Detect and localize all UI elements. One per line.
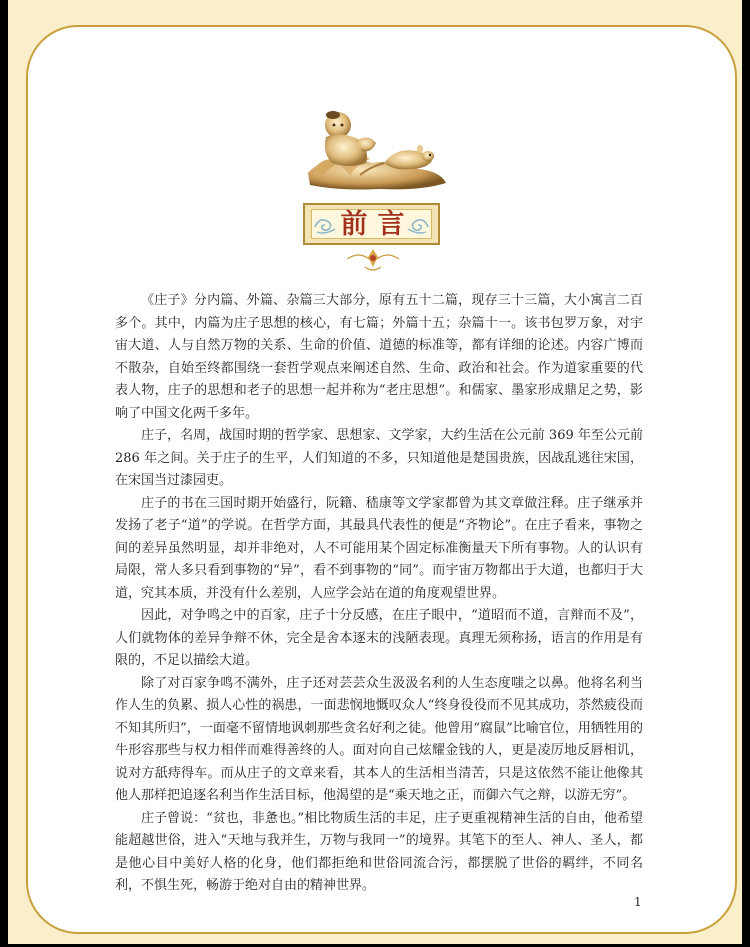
page-number: 1 <box>634 895 642 909</box>
paragraph: 《庄子》分内篇、外篇、杂篇三大部分，原有五十二篇，现存三十三篇，大小寓言二百多个。其中，内篇为庄子思想的核心，有七篇；外篇十五；杂篇十一。该书包罗万象，对宇宙大道、人与自然万物的关系、生命的价值、道德的标准等，都有详细的论述。内容广博而不散杂，自始至终都围绕一套哲学观点来阐述自然、生命、政治和社会。作为道家重要的代表人物，庄子的思想和老子的思想一起并称为“老庄思想”。和儒家、墨家形成鼎足之势，影响了中国文化两千多年。 <box>115 293 643 421</box>
paragraph: 庄子，名周，战国时期的哲学家、思想家、文学家，大约生活在公元前 369 年至公元前 286 年之间。关于庄子的生平，人们知道的不多，只知道他是楚国贵族，因战乱逃往宋国，在宋国当过漆园吏。 <box>115 428 643 488</box>
preface-body <box>115 290 643 898</box>
ivory-figurine-image <box>300 103 450 193</box>
paragraph: 因此，对争鸣之中的百家，庄子十分反感，在庄子眼中，“道昭而不道，言辩而不及”，人们就物体的差异争辩不休，完全是舍本逐末的浅陋表现。真理无须称扬，语言的作用是有限的，不足以描绘大道。 <box>115 608 643 668</box>
title-plaque <box>303 203 443 275</box>
paragraph: 除了对百家争鸣不满外，庄子还对芸芸众生汲汲名利的人生态度嗤之以鼻。他将名利当作人生的负累、损人心性的祸患，一面悲悯地慨叹众人“终身役役而不见其成功，苶然疲役而不知其所归”，一面毫不留情地讽刺那些贪名好利之徒。他曾用“腐鼠”比喻官位，用牺牲用的牛形容那些与权力相伴而难得善终的人。面对向自己炫耀金钱的人，更是凌厉地反唇相讥，说对方舐痔得车。而从庄子的文章来看，其本人的生活相当清苦，只是这依然不能让他像其他人那样把追逐名利当作生活目标，他渴望的是“乘天地之正，而御六气之辩，以游无穷”。 <box>115 675 643 803</box>
page-title: 前言 <box>340 209 415 240</box>
paragraph: 庄子的书在三国时期开始盛行，阮籍、嵇康等文学家都曾为其文章做注释。庄子继承并发扬了老子“道”的学说。在哲学方面，其最具代表性的便是“齐物论”。在庄子看来，事物之间的差异虽然明显，却并非绝对，人不可能用某个固定标准衡量天下所有事物。人的认识有局限，常人多只看到事物的“异”，看不到事物的“同”。而宇宙万物都出于大道，也都归于大道，究其本质，并没有什么差别，人应学会站在道的角度观望世界。 <box>115 495 643 601</box>
lotus-ornament-icon <box>345 247 401 273</box>
title-frame <box>303 203 440 245</box>
paragraph: 庄子曾说：“贫也，非惫也。”相比物质生活的丰足，庄子更重视精神生活的自由，他希望能超越世俗，进入“天地与我并生，万物与我同一”的境界。其笔下的至人、神人、圣人，都是他心目中美好人格的化身，他们都拒绝和世俗同流合污，都摆脱了世俗的羁绊，不同名利，不惧生死，畅游于绝对自由的精神世界。 <box>115 810 643 893</box>
